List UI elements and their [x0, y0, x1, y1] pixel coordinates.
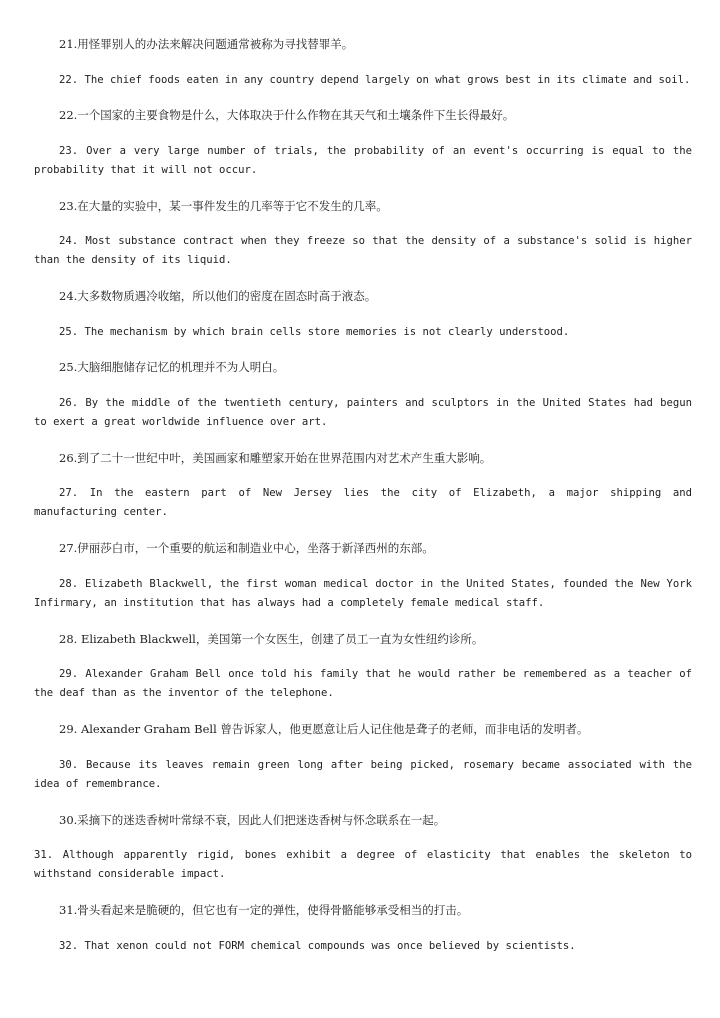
paragraph-31-en: 31. Although apparently rigid, bones exhibit a degree of elasticity that enables the skeleton to withstand considerable impact.	[34, 849, 692, 880]
paragraph-28-zh: 28. Elizabeth Blackwell，美国第一个女医生，创建了员工一直为女性纽约诊所。	[59, 632, 484, 646]
paragraph-24-en: 24. Most substance contract when they freeze so that the density of a substance's solid is higher than the density of its liquid.	[34, 235, 692, 266]
paragraph-29-zh: 29. Alexander Graham Bell 曾告诉家人，他更愿意让后人记住他是聋子的老师，而非电话的发明者。	[59, 722, 589, 736]
paragraph-24-zh: 24.大多数物质遇冷收缩，所以他们的密度在固态时高于液态。	[59, 289, 377, 303]
paragraph-21-zh: 21.用怪罪别人的办法来解决问题通常被称为寻找替罪羊。	[59, 37, 354, 51]
paragraph-30-en: 30. Because its leaves remain green long after being picked, rosemary became associated with the idea of remembrance.	[34, 759, 692, 790]
paragraph-25-zh: 25.大脑细胞储存记忆的机理并不为人明白。	[59, 360, 285, 374]
paragraph-30-zh: 30.采摘下的迷迭香树叶常绿不衰，因此人们把迷迭香树与怀念联系在一起。	[59, 813, 446, 827]
paragraph-26-zh: 26.到了二十一世纪中叶，美国画家和雕塑家开始在世界范围内对艺术产生重大影响。	[59, 451, 492, 465]
paragraph-26-en: 26. By the middle of the twentieth century, painters and sculptors in the United States had begun to exert a great worldwide influence over art.	[34, 397, 692, 428]
paragraph-27-zh: 27.伊丽莎白市，一个重要的航运和制造业中心，坐落于新泽西州的东部。	[59, 541, 434, 555]
paragraph-28-en: 28. Elizabeth Blackwell, the first woman medical doctor in the United States, founded the New York Infirmary, an institution that has always had a completely female medical staff.	[34, 578, 692, 609]
paragraph-22-en: 22. The chief foods eaten in any country depend largely on what grows best in its climate and soil.	[59, 74, 691, 86]
paragraph-22-zh: 22.一个国家的主要食物是什么，大体取决于什么作物在其天气和土壤条件下生长得最好。	[59, 108, 515, 122]
paragraph-23-zh: 23.在大量的实验中，某一事件发生的几率等于它不发生的几率。	[59, 199, 388, 213]
paragraph-25-en: 25. The mechanism by which brain cells store memories is not clearly understood.	[59, 326, 570, 338]
paragraph-32-en: 32. That xenon could not FORM chemical compounds was once believed by scientists.	[59, 940, 576, 952]
paragraph-27-en: 27. In the eastern part of New Jersey lies the city of Elizabeth, a major shipping and manufacturing center.	[34, 487, 692, 518]
paragraph-23-en: 23. Over a very large number of trials, the probability of an event's occurring is equal to the probability that it will not occur.	[34, 145, 692, 176]
paragraph-29-en: 29. Alexander Graham Bell once told his family that he would rather be remembered as a teacher of the deaf than as the inventor of the telephone.	[34, 668, 692, 699]
paragraph-31-zh: 31.骨头看起来是脆硬的，但它也有一定的弹性，使得骨骼能够承受相当的打击。	[59, 903, 469, 917]
